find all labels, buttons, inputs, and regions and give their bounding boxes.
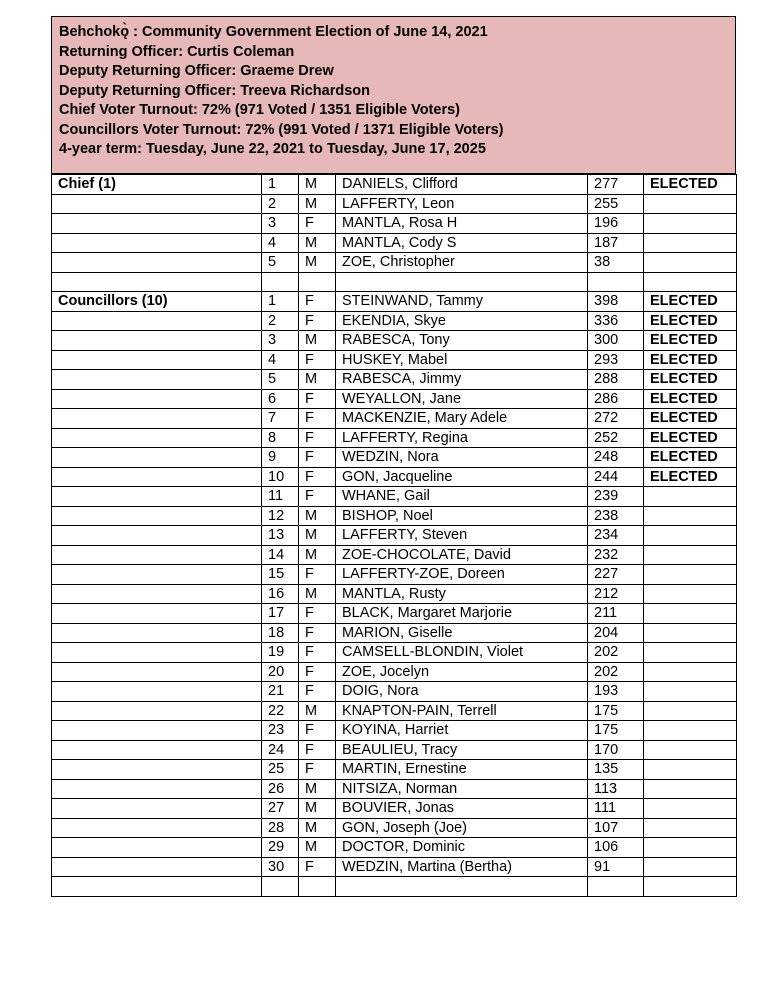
empty-cell (52, 506, 262, 526)
empty-cell (52, 409, 262, 429)
candidate-number: 15 (262, 565, 299, 585)
candidate-votes: 38 (588, 253, 644, 273)
candidate-result: ELECTED (644, 331, 737, 351)
candidate-number: 22 (262, 701, 299, 721)
candidate-sex: F (299, 682, 336, 702)
candidate-sex: M (299, 253, 336, 273)
candidate-sex: F (299, 487, 336, 507)
empty-cell (52, 233, 262, 253)
candidate-votes: 211 (588, 604, 644, 624)
header-line-councillors-turnout: Councillors Voter Turnout: 72% (991 Voted / 1371 Eligible Voters) (59, 121, 504, 138)
candidate-result (644, 214, 737, 234)
table-row (52, 175, 737, 195)
candidate-sex: F (299, 662, 336, 682)
candidate-number: 3 (262, 331, 299, 351)
candidate-number: 11 (262, 487, 299, 507)
candidate-votes: 212 (588, 584, 644, 604)
candidate-result (644, 194, 737, 214)
candidate-name: MANTLA, Cody S (336, 233, 588, 253)
table-row (52, 526, 737, 546)
candidate-sex: F (299, 604, 336, 624)
candidate-votes: 193 (588, 682, 644, 702)
candidate-name: KNAPTON-PAIN, Terrell (336, 701, 588, 721)
empty-cell (52, 740, 262, 760)
candidate-result (644, 857, 737, 877)
table-row (52, 721, 737, 741)
empty-cell (52, 623, 262, 643)
candidate-sex: M (299, 584, 336, 604)
candidate-result (644, 643, 737, 663)
blank-row (52, 272, 737, 292)
candidate-number: 4 (262, 233, 299, 253)
candidate-number: 20 (262, 662, 299, 682)
candidate-sex: F (299, 428, 336, 448)
candidate-sex: M (299, 175, 336, 195)
candidate-number: 21 (262, 682, 299, 702)
candidate-name: STEINWAND, Tammy (336, 292, 588, 312)
empty-cell (52, 350, 262, 370)
candidate-votes: 227 (588, 565, 644, 585)
table-row (52, 311, 737, 331)
empty-cell (52, 760, 262, 780)
candidate-number: 28 (262, 818, 299, 838)
table-row (52, 467, 737, 487)
header-line-term: 4-year term: Tuesday, June 22, 2021 to Tuesday, June 17, 2025 (59, 141, 486, 157)
candidate-name: BISHOP, Noel (336, 506, 588, 526)
table-row (52, 701, 737, 721)
candidate-sex: F (299, 292, 336, 312)
candidate-votes: 336 (588, 311, 644, 331)
table-row (52, 779, 737, 799)
header-line-returning-officer: Returning Officer: Curtis Coleman (59, 43, 295, 60)
candidate-number: 26 (262, 779, 299, 799)
table-row (52, 253, 737, 273)
section-title: Councillors (10) (52, 292, 262, 312)
candidate-result (644, 838, 737, 858)
candidate-result (644, 740, 737, 760)
candidate-name: LAFFERTY, Regina (336, 428, 588, 448)
candidate-number: 5 (262, 370, 299, 390)
empty-cell (52, 253, 262, 273)
candidate-number: 5 (262, 253, 299, 273)
table-row (52, 370, 737, 390)
candidate-votes: 135 (588, 760, 644, 780)
empty-cell (52, 682, 262, 702)
table-row (52, 487, 737, 507)
section-title: Chief (1) (52, 175, 262, 195)
empty-cell (52, 799, 262, 819)
empty-cell (52, 818, 262, 838)
candidate-sex: F (299, 350, 336, 370)
candidate-result (644, 565, 737, 585)
results-table-body (52, 175, 737, 897)
candidate-number: 25 (262, 760, 299, 780)
candidate-votes: 187 (588, 233, 644, 253)
candidate-votes: 398 (588, 292, 644, 312)
candidate-result: ELECTED (644, 292, 737, 312)
candidate-result (644, 701, 737, 721)
empty-cell (262, 272, 299, 292)
table-row (52, 233, 737, 253)
candidate-number: 10 (262, 467, 299, 487)
candidate-number: 8 (262, 428, 299, 448)
empty-cell (52, 428, 262, 448)
candidate-votes: 107 (588, 818, 644, 838)
empty-cell (52, 467, 262, 487)
candidate-number: 14 (262, 545, 299, 565)
candidate-name: EKENDIA, Skye (336, 311, 588, 331)
empty-cell (52, 389, 262, 409)
candidate-sex: F (299, 565, 336, 585)
table-row (52, 565, 737, 585)
candidate-votes: 175 (588, 721, 644, 741)
table-row (52, 662, 737, 682)
results-table (51, 174, 737, 897)
candidate-votes: 106 (588, 838, 644, 858)
candidate-number: 12 (262, 506, 299, 526)
candidate-name: LAFFERTY-ZOE, Doreen (336, 565, 588, 585)
table-row (52, 409, 737, 429)
blank-row (52, 877, 737, 897)
table-row (52, 604, 737, 624)
candidate-votes: 234 (588, 526, 644, 546)
table-row (52, 331, 737, 351)
empty-cell (52, 701, 262, 721)
candidate-sex: F (299, 311, 336, 331)
header-line-chief-turnout: Chief Voter Turnout: 72% (971 Voted / 1351 Eligible Voters) (59, 102, 460, 118)
empty-cell (52, 272, 262, 292)
candidate-result: ELECTED (644, 409, 737, 429)
table-row (52, 545, 737, 565)
empty-cell (299, 272, 336, 292)
candidate-name: WEDZIN, Nora (336, 448, 588, 468)
empty-cell (52, 311, 262, 331)
candidate-votes: 288 (588, 370, 644, 390)
empty-cell (52, 779, 262, 799)
candidate-result (644, 545, 737, 565)
candidate-result (644, 682, 737, 702)
candidate-sex: M (299, 818, 336, 838)
candidate-number: 3 (262, 214, 299, 234)
empty-cell (644, 877, 737, 897)
header-line-deputy-officer-2: Deputy Returning Officer: Treeva Richardson (59, 82, 371, 99)
candidate-votes: 272 (588, 409, 644, 429)
candidate-votes: 252 (588, 428, 644, 448)
candidate-result (644, 584, 737, 604)
candidate-name: MANTLA, Rusty (336, 584, 588, 604)
candidate-sex: F (299, 760, 336, 780)
candidate-number: 24 (262, 740, 299, 760)
candidate-sex: M (299, 838, 336, 858)
candidate-sex: F (299, 740, 336, 760)
candidate-result (644, 506, 737, 526)
candidate-result (644, 818, 737, 838)
table-row (52, 760, 737, 780)
candidate-number: 2 (262, 311, 299, 331)
empty-cell (52, 643, 262, 663)
election-results-sheet (51, 16, 736, 897)
table-row (52, 428, 737, 448)
header-line-election-title: Behchokǫ̀ : Community Government Election of June 14, 2021 (59, 24, 488, 40)
empty-cell (52, 877, 262, 897)
candidate-result: ELECTED (644, 448, 737, 468)
empty-cell (52, 194, 262, 214)
candidate-sex: M (299, 526, 336, 546)
candidate-number: 18 (262, 623, 299, 643)
table-row (52, 682, 737, 702)
candidate-name: GON, Jacqueline (336, 467, 588, 487)
table-row (52, 643, 737, 663)
candidate-name: DOIG, Nora (336, 682, 588, 702)
candidate-votes: 286 (588, 389, 644, 409)
candidate-name: GON, Joseph (Joe) (336, 818, 588, 838)
candidate-votes: 255 (588, 194, 644, 214)
candidate-number: 30 (262, 857, 299, 877)
candidate-result (644, 253, 737, 273)
empty-cell (588, 877, 644, 897)
candidate-number: 13 (262, 526, 299, 546)
candidate-name: DOCTOR, Dominic (336, 838, 588, 858)
candidate-number: 1 (262, 175, 299, 195)
candidate-result (644, 623, 737, 643)
candidate-result: ELECTED (644, 175, 737, 195)
table-row (52, 506, 737, 526)
candidate-result (644, 487, 737, 507)
candidate-sex: F (299, 214, 336, 234)
candidate-votes: 196 (588, 214, 644, 234)
candidate-votes: 175 (588, 701, 644, 721)
candidate-votes: 248 (588, 448, 644, 468)
candidate-result (644, 604, 737, 624)
candidate-votes: 202 (588, 662, 644, 682)
empty-cell (52, 448, 262, 468)
candidate-sex: F (299, 643, 336, 663)
candidate-name: MARTIN, Ernestine (336, 760, 588, 780)
candidate-name: RABESCA, Tony (336, 331, 588, 351)
empty-cell (52, 584, 262, 604)
candidate-votes: 202 (588, 643, 644, 663)
candidate-name: WEYALLON, Jane (336, 389, 588, 409)
candidate-number: 4 (262, 350, 299, 370)
candidate-result (644, 779, 737, 799)
candidate-name: HUSKEY, Mabel (336, 350, 588, 370)
candidate-number: 2 (262, 194, 299, 214)
table-row (52, 389, 737, 409)
candidate-votes: 300 (588, 331, 644, 351)
empty-cell (336, 272, 588, 292)
candidate-sex: M (299, 194, 336, 214)
candidate-number: 6 (262, 389, 299, 409)
candidate-number: 23 (262, 721, 299, 741)
candidate-name: MANTLA, Rosa H (336, 214, 588, 234)
empty-cell (644, 272, 737, 292)
candidate-result: ELECTED (644, 467, 737, 487)
candidate-votes: 232 (588, 545, 644, 565)
candidate-sex: F (299, 623, 336, 643)
candidate-number: 16 (262, 584, 299, 604)
candidate-sex: F (299, 467, 336, 487)
candidate-number: 7 (262, 409, 299, 429)
candidate-votes: 244 (588, 467, 644, 487)
candidate-sex: M (299, 701, 336, 721)
header-line-deputy-officer-1: Deputy Returning Officer: Graeme Drew (59, 63, 334, 79)
candidate-sex: M (299, 506, 336, 526)
empty-cell (52, 721, 262, 741)
candidate-votes: 170 (588, 740, 644, 760)
table-row (52, 448, 737, 468)
empty-cell (52, 662, 262, 682)
candidate-votes: 113 (588, 779, 644, 799)
candidate-result: ELECTED (644, 370, 737, 390)
empty-cell (52, 838, 262, 858)
empty-cell (52, 331, 262, 351)
table-row (52, 857, 737, 877)
table-row (52, 799, 737, 819)
empty-cell (588, 272, 644, 292)
candidate-sex: F (299, 389, 336, 409)
table-row (52, 838, 737, 858)
candidate-sex: M (299, 779, 336, 799)
candidate-sex: M (299, 331, 336, 351)
candidate-votes: 293 (588, 350, 644, 370)
candidate-name: CAMSELL-BLONDIN, Violet (336, 643, 588, 663)
candidate-number: 1 (262, 292, 299, 312)
candidate-result (644, 799, 737, 819)
candidate-sex: F (299, 857, 336, 877)
candidate-votes: 277 (588, 175, 644, 195)
empty-cell (52, 857, 262, 877)
candidate-votes: 239 (588, 487, 644, 507)
candidate-sex: F (299, 409, 336, 429)
candidate-result: ELECTED (644, 389, 737, 409)
table-row (52, 214, 737, 234)
candidate-sex: M (299, 545, 336, 565)
candidate-name: BOUVIER, Jonas (336, 799, 588, 819)
empty-cell (52, 487, 262, 507)
table-row (52, 292, 737, 312)
empty-cell (336, 877, 588, 897)
candidate-sex: F (299, 448, 336, 468)
candidate-votes: 204 (588, 623, 644, 643)
candidate-number: 9 (262, 448, 299, 468)
table-row (52, 740, 737, 760)
candidate-name: WHANE, Gail (336, 487, 588, 507)
candidate-result (644, 233, 737, 253)
candidate-sex: M (299, 799, 336, 819)
candidate-name: MACKENZIE, Mary Adele (336, 409, 588, 429)
candidate-sex: M (299, 233, 336, 253)
election-header (51, 16, 736, 174)
candidate-name: BEAULIEU, Tracy (336, 740, 588, 760)
candidate-result: ELECTED (644, 350, 737, 370)
candidate-name: NITSIZA, Norman (336, 779, 588, 799)
table-row (52, 818, 737, 838)
candidate-name: BLACK, Margaret Marjorie (336, 604, 588, 624)
candidate-name: WEDZIN, Martina (Bertha) (336, 857, 588, 877)
candidate-name: ZOE, Jocelyn (336, 662, 588, 682)
empty-cell (262, 877, 299, 897)
table-row (52, 194, 737, 214)
candidate-result: ELECTED (644, 311, 737, 331)
candidate-number: 19 (262, 643, 299, 663)
empty-cell (52, 214, 262, 234)
candidate-result: ELECTED (644, 428, 737, 448)
candidate-result (644, 526, 737, 546)
candidate-votes: 111 (588, 799, 644, 819)
empty-cell (299, 877, 336, 897)
candidate-name: ZOE-CHOCOLATE, David (336, 545, 588, 565)
table-row (52, 623, 737, 643)
candidate-result (644, 721, 737, 741)
candidate-number: 29 (262, 838, 299, 858)
candidate-number: 17 (262, 604, 299, 624)
empty-cell (52, 526, 262, 546)
candidate-name: MARION, Giselle (336, 623, 588, 643)
candidate-votes: 238 (588, 506, 644, 526)
empty-cell (52, 565, 262, 585)
table-row (52, 584, 737, 604)
candidate-name: RABESCA, Jimmy (336, 370, 588, 390)
candidate-name: LAFFERTY, Steven (336, 526, 588, 546)
candidate-sex: F (299, 721, 336, 741)
empty-cell (52, 545, 262, 565)
empty-cell (52, 370, 262, 390)
table-row (52, 350, 737, 370)
candidate-name: DANIELS, Clifford (336, 175, 588, 195)
candidate-name: KOYINA, Harriet (336, 721, 588, 741)
candidate-number: 27 (262, 799, 299, 819)
candidate-votes: 91 (588, 857, 644, 877)
empty-cell (52, 604, 262, 624)
candidate-result (644, 662, 737, 682)
candidate-name: ZOE, Christopher (336, 253, 588, 273)
candidate-result (644, 760, 737, 780)
candidate-sex: M (299, 370, 336, 390)
candidate-name: LAFFERTY, Leon (336, 194, 588, 214)
